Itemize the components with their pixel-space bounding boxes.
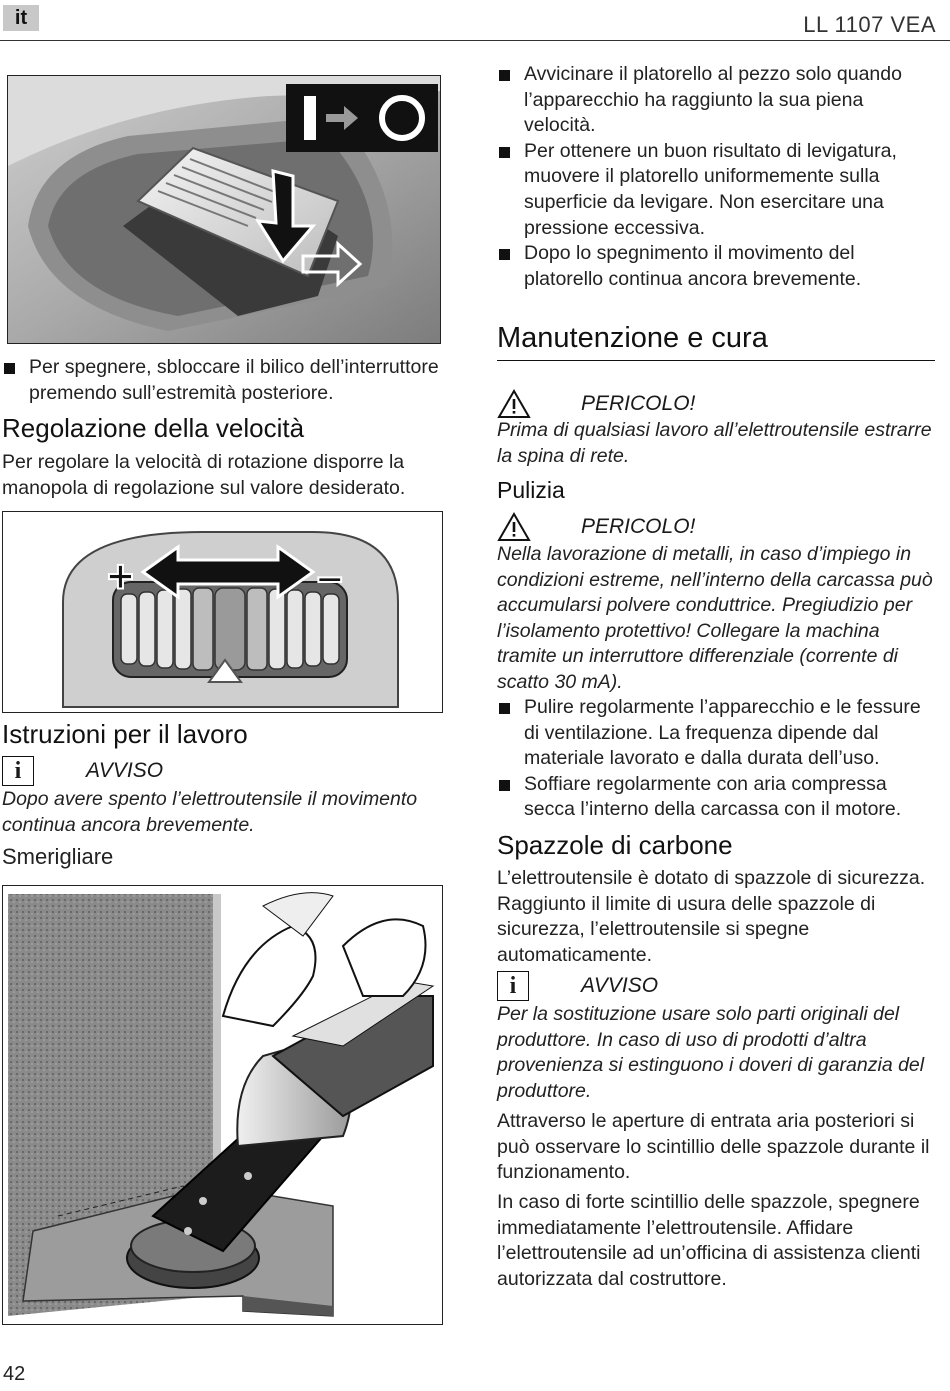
notice-label: AVVISO	[86, 759, 164, 782]
danger-text: Prima di qualsiasi lavoro all’elettroutensile estrarre la spina di rete.	[497, 419, 932, 467]
list-item: Dopo lo spegnimento il movimento del platorello continua ancora brevemente.	[497, 241, 935, 292]
notice-label: AVVISO	[581, 974, 659, 997]
list-item: Avvicinare il platorello al pezzo solo quando l’apparecchio ha raggiunto la sua piena velocità.	[497, 62, 935, 139]
warning-triangle-icon	[497, 512, 531, 542]
grinding-figure	[2, 885, 443, 1325]
grinding-heading: Smerigliare	[2, 844, 114, 869]
danger-row-1	[497, 389, 695, 419]
list-item: Soffiare regolarmente con aria compressa secca l’interno della carcassa con il motore.	[497, 772, 937, 823]
maintenance-heading: Manutenzione e cura	[497, 322, 768, 354]
notice-text: Dopo avere spento l’elettroutensile il movimento continua ancora brevemente.	[2, 788, 418, 836]
danger-label: PERICOLO!	[581, 392, 696, 415]
danger-label: PERICOLO!	[581, 515, 696, 538]
danger-text: Nella lavorazione di metalli, in caso d’impiego in condizioni estreme, nell’interno della carcassa può accumularsi polvere conduttrice. Pregiudizio per l’isolamento protettivo! Collegare la machina tramite un interruttore differenziale (corrente di scatto 30 mA).	[497, 543, 933, 693]
work-heading: Istruzioni per il lavoro	[2, 719, 248, 749]
maintenance-rule	[497, 360, 935, 361]
speed-dial-figure	[2, 511, 443, 713]
cleaning-bullets	[497, 695, 937, 823]
warning-triangle-icon	[497, 389, 531, 419]
notice-row-left	[2, 756, 163, 786]
usage-bullets	[497, 62, 935, 292]
info-icon: i	[2, 756, 34, 786]
switch-figure	[7, 75, 441, 344]
list-item: Per spegnere, sbloccare il bilico dell’interruttore premendo sull’estremità posteriore.	[2, 355, 442, 406]
minus-sign: –	[317, 550, 343, 602]
cleaning-heading: Pulizia	[497, 477, 565, 503]
notice-text: Per la sostituzione usare solo parti originali del produttore. In caso di uso di prodotti d’altra provenienza si estinguono i doveri di garanzia del produttore.	[497, 1003, 925, 1102]
header-rule	[0, 40, 950, 41]
list-item: Pulire regolarmente l’apparecchio e le fessure di ventilazione. La frequenza dipende dal materiale lavorato e dalla durata dell’uso.	[497, 695, 937, 772]
brushes-text-2: Attraverso le aperture di entrata aria posteriori si può osservare lo scintillio delle spazzole durante il funzionamento.	[497, 1110, 930, 1184]
language-badge: it	[3, 5, 39, 31]
brushes-heading: Spazzole di carbone	[497, 830, 733, 860]
info-icon: i	[497, 971, 529, 1001]
page-number: 42	[3, 1363, 26, 1385]
plus-sign: +	[107, 550, 134, 602]
switch-off-list	[2, 355, 442, 406]
danger-row-2	[497, 512, 695, 542]
speed-text: Per regolare la velocità di rotazione disporre la manopola di regolazione sul valore desiderato.	[2, 451, 406, 499]
brushes-text-3: In caso di forte scintillio delle spazzole, spegnere immediatamente l’elettroutensile. Affidare l’elettroutensile ad un’officina di assistenza clienti autorizzata dal costruttore.	[497, 1191, 921, 1290]
brushes-text-1: L’elettroutensile è dotato di spazzole di sicurezza. Raggiunto il limite di usura delle spazzole di sicurezza, l’elettroutensile si spegne automaticamente.	[497, 867, 926, 966]
document-title: LL 1107 VEA	[803, 12, 936, 37]
speed-heading: Regolazione della velocità	[2, 413, 305, 443]
list-item: Per ottenere un buon risultato di levigatura, muovere il platorello uniformemente sulla superficie da levigare. Non esercitare una pressione eccessiva.	[497, 139, 935, 241]
notice-row-right	[497, 971, 658, 1001]
